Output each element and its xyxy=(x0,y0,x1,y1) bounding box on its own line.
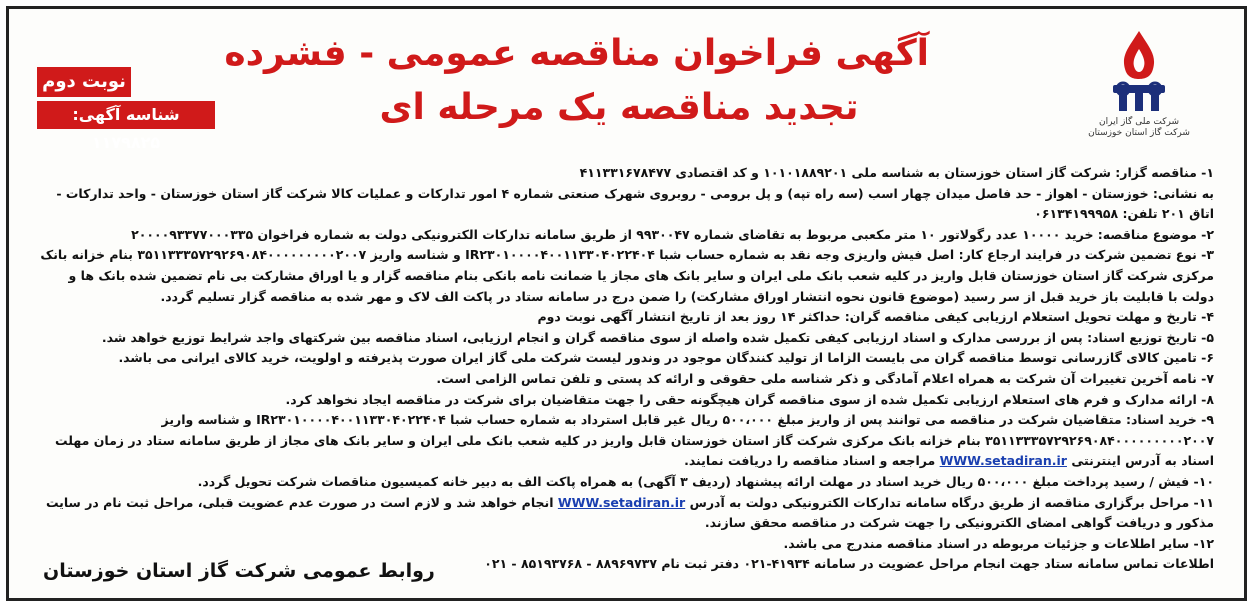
item-8: ۸- ارائه مدارک و فرم های استعلام ارزیابی تکمیل شده از سوی مناقصه گران هیچگونه حقی را جهت متقاضیان برای شرکت در مناقصه ایجاد نخواهد کرد. xyxy=(285,391,1214,407)
item-11 xyxy=(39,493,1214,534)
item-9 xyxy=(39,410,1214,472)
item-2: ۲- موضوع مناقصه: خرید ۱۰۰۰۰ عدد رگولاتور ۱۰ متر مکعبی مربوط به تقاضای شماره ۹۹۳۰۰۴۷ از طریق سامانه تدارکات الکترونیکی دولت به شماره فراخوان ۲۰۰۰۰۹۳۳۷۷۰۰۰۳۳۵ xyxy=(131,226,1214,242)
item-1: ۱- مناقصه گزار: شرکت گاز استان خوزستان به شناسه ملی ۱۰۱۰۱۸۸۹۲۰۱ و کد اقتصادی ۴۱۱۳۳۱۶۷۸۴۷۷ xyxy=(579,165,1214,180)
item-11-text: ۱۱- مراحل برگزاری مناقصه از طریق درگاه سامانه تدارکات الکترونیکی دولت به آدرس xyxy=(689,494,1214,510)
notice-title: آگهی فراخوان مناقصه عمومی - فشرده xyxy=(224,33,929,74)
item-12: ۱۲- سایر اطلاعات و جزئیات مربوطه در اسناد مناقصه مندرج می باشد. xyxy=(783,535,1214,551)
item-9-text: ۹- خرید اسناد: متقاضیان شرکت در مناقصه می توانند پس از واریز مبلغ ۵۰۰،۰۰۰ ریال غیر قابل استرداد به شماره حساب شبا IR۲۳۰۱۰۰۰۰۴۰۰۱۱۳۳۰۴۰۲۲۴۰۴ و شناسه واریز ۳۵۱۱۳۳۳۵۷۲۹۲۶۹۰۸۴۰۰۰۰۰۰۰۰۰۲۰۰۷ بنام خزانه بانک مرکزی شرکت گاز استان خوزستان قابل واریز در کلیه شعب بانک ملی ایران و سایر بانک های مجاز از طریق سامانه ستاد در زمان مهلت اسناد به آدرس اینترنتی xyxy=(55,412,1214,469)
notice-frame xyxy=(6,6,1247,601)
public-relations-signature: روابط عمومی شرکت گاز استان خوزستان xyxy=(43,560,435,582)
logo-caption-line2: شرکت گاز استان خوزستان xyxy=(1088,128,1190,138)
item-10: ۱۰- فیش / رسید پرداخت مبلغ ۵۰۰،۰۰۰ ریال خرید اسناد در مهلت ارائه پیشنهاد (ردیف ۳ آگهی) به همراه پاکت الف به دبیر خانه کمیسیون مناقصات شرکت تحویل گردد. xyxy=(197,473,1214,489)
item-11-tail: انجام خواهد شد و لازم است در صورت عدم عضویت قبلی، مراحل ثبت نام در سایت مذکور و دریافت گواهی امضای الکترونیکی را جهت شرکت در مناقصه محقق سازند. xyxy=(45,494,1214,531)
contact-info: اطلاعات تماس سامانه ستاد جهت انجام مراحل عضویت در سامانه ۴۱۹۳۴-۰۲۱ دفتر ثبت نام ۸۸۹۶۹۷۳۷ - ۸۵۱۹۳۷۶۸ - ۰۲۱ xyxy=(484,556,1214,572)
gas-flame-icon xyxy=(1099,27,1179,117)
notice-id-badge: شناسه آگهی: ۱۱۷۹۸۲۵ xyxy=(37,101,215,129)
item-3: ۳- نوع تضمین شرکت در فرایند ارجاع کار: اصل فیش واریزی وجه نقد به شماره حساب شبا IR۲۳۰۱۰۰۰۰۴۰۰۱۱۳۳۰۴۰۲۲۴۰۴ و شناسه واریز ۳۵۱۱۳۳۳۵۷۲۹۲۶۹۰۸۴۰۰۰۰۰۰۰۰۰۲۰۰۷ بنام خزانه بانک مرکزی شرکت گاز استان خوزستان قابل واریز در کلیه شعب بانک ملی ایران و سایر بانک های مجاز یا ضمانت نامه بانکی بنام مناقصه گزار و یا اوراق مشارکت بی نام تضمین شده بانک ها و دولت با قابلیت باز خرید قبل از سر رسید (موضوع قانون نحوه انتشار اوراق مشارکت) را ضمن درج در سامانه ستاد در پاکت الف لاک و مهر شده به مناقصه گزار تسلیم گردد. xyxy=(40,247,1214,304)
item-9-tail: مراجعه و اسناد مناقصه را دریافت نمایند. xyxy=(684,453,936,469)
setadiran-link[interactable]: WWW.setadiran.ir xyxy=(939,453,1067,469)
round-badge: نوبت دوم xyxy=(37,67,131,97)
notice-body xyxy=(39,163,1214,575)
item-5: ۵- تاریخ توزیع اسناد: پس از بررسی مدارک و اسناد ارزیابی کیفی تکمیل شده واصله از سوی مناقصه گران و انجام ارزیابی، اسناد مناقصه بین شرکتهای واجد شرایط توزیع خواهد شد. xyxy=(101,329,1214,345)
setadiran-link-2[interactable]: WWW.setadiran.ir xyxy=(557,494,686,510)
company-logo xyxy=(1084,27,1194,157)
item-7: ۷- نامه آخرین تغییرات آن شرکت به همراه اعلام آمادگی و ذکر شناسه ملی حقوقی و ارائه کد پستی و تلفن تماس الزامی است. xyxy=(436,370,1214,386)
item-1-address: به نشانی: خوزستان - اهواز - حد فاصل میدان چهار اسب (سه راه تپه) و پل برومی - روبروی شهرک صنعتی شماره ۴ امور تدارکات و عملیات کالا شرکت گاز استان خوزستان - واحد تدارکات - اتاق ۲۰۱ تلفن: ۰۶۱۳۴۱۹۹۹۵۸ xyxy=(56,185,1214,222)
logo-caption-line1: شرکت ملی گاز ایران xyxy=(1099,117,1179,127)
notice-subtitle: تجدید مناقصه یک مرحله ای xyxy=(379,87,859,128)
item-6: ۶- تامین کالای گازرسانی توسط مناقصه گران می بایست الزاما از تولید کنندگان موجود در وندور لیست شرکت ملی گاز ایران صورت پذیرفته و اولویت، خرید کالای ایرانی می باشد. xyxy=(118,350,1214,366)
item-4: ۴- تاریخ و مهلت تحویل استعلام ارزیابی کیفی مناقصه گران: حداکثر ۱۴ روز بعد از تاریخ انتشار آگهی نوبت دوم xyxy=(537,309,1214,325)
